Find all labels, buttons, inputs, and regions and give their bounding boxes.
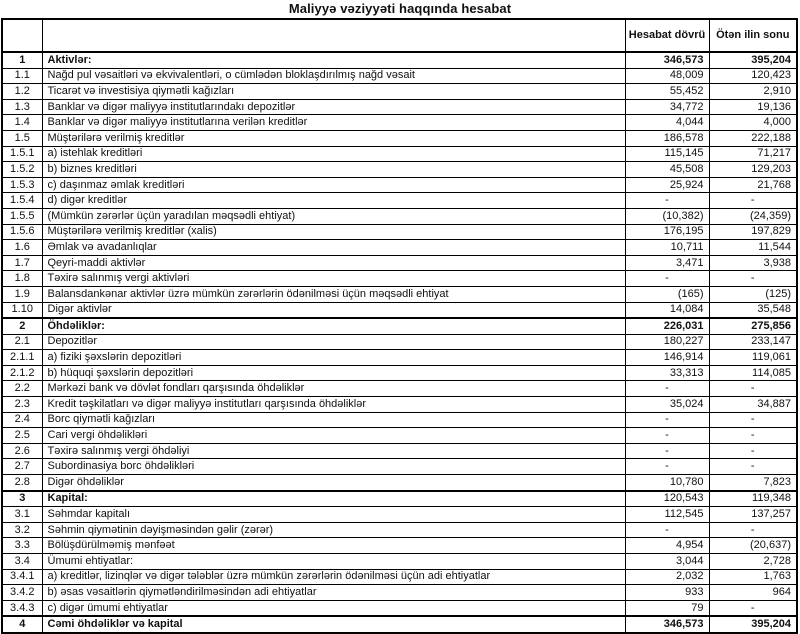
row-number: 2.1	[2, 334, 42, 350]
row-label: c) daşınmaz əmlak kreditləri	[42, 177, 625, 193]
row-previous-value: 275,856	[709, 318, 797, 334]
row-number: 2.4	[2, 412, 42, 428]
table-row	[2, 224, 797, 240]
row-current-value: 10,780	[625, 475, 709, 491]
row-previous-value: 222,188	[709, 130, 797, 146]
row-previous-value: 19,136	[709, 99, 797, 115]
row-current-value: 112,545	[625, 507, 709, 523]
row-number: 2.1.1	[2, 350, 42, 366]
row-label: Səhmin qiymətinin dəyişməsindən gəlir (zərər)	[42, 522, 625, 538]
row-number: 1.9	[2, 286, 42, 302]
row-previous-value: 21,768	[709, 177, 797, 193]
row-number: 2.2	[2, 381, 42, 397]
row-current-value: 933	[625, 585, 709, 601]
row-label: Balansdankənar aktivlər üzrə mümkün zərərlərin ödənilməsi üçün məqsədli ehtiyat	[42, 286, 625, 302]
row-label: a) istehlak kreditləri	[42, 146, 625, 162]
row-number: 2.1.2	[2, 365, 42, 381]
table-row	[2, 522, 797, 538]
row-current-value: -	[625, 459, 709, 475]
row-previous-value: 137,257	[709, 507, 797, 523]
table-row	[2, 68, 797, 84]
row-number: 3.3	[2, 538, 42, 554]
row-previous-value: 964	[709, 585, 797, 601]
header-current-period: Hesabat dövrü	[625, 19, 709, 52]
row-current-value: 226,031	[625, 318, 709, 334]
row-current-value: (10,382)	[625, 208, 709, 224]
row-current-value: -	[625, 443, 709, 459]
row-number: 1.4	[2, 115, 42, 131]
row-number: 3.4	[2, 554, 42, 570]
table-row	[2, 459, 797, 475]
row-label: Qeyri-maddi aktivlər	[42, 255, 625, 271]
table-row	[2, 99, 797, 115]
row-current-value: 55,452	[625, 84, 709, 100]
table-row	[2, 600, 797, 616]
row-previous-value: 233,147	[709, 334, 797, 350]
row-number: 1.2	[2, 84, 42, 100]
row-previous-value: 395,204	[709, 616, 797, 633]
header-description	[42, 19, 625, 52]
row-label: (Mümkün zərərlər üçün yaradılan məqsədli ehtiyat)	[42, 208, 625, 224]
row-previous-value: 120,423	[709, 68, 797, 84]
row-number: 1.5.2	[2, 162, 42, 178]
table-row	[2, 208, 797, 224]
row-previous-value: 114,085	[709, 365, 797, 381]
row-current-value: 3,471	[625, 255, 709, 271]
row-number: 1.5.5	[2, 208, 42, 224]
row-current-value: 48,009	[625, 68, 709, 84]
row-number: 2.8	[2, 475, 42, 491]
row-current-value: 120,543	[625, 491, 709, 507]
row-current-value: -	[625, 193, 709, 209]
row-label: Nağd pul vəsaitləri və ekvivalentləri, o cümlədən bloklaşdırılmış nağd vəsait	[42, 68, 625, 84]
row-number: 1.5	[2, 130, 42, 146]
row-current-value: 146,914	[625, 350, 709, 366]
row-label: Səhmdar kapitalı	[42, 507, 625, 523]
row-label: a) fiziki şəxslərin depozitləri	[42, 350, 625, 366]
row-label: Əmlak və avadanlıqlar	[42, 240, 625, 256]
row-previous-value: 11,544	[709, 240, 797, 256]
row-current-value: 346,573	[625, 616, 709, 633]
row-previous-value: -	[709, 193, 797, 209]
table-row	[2, 52, 797, 68]
table-row	[2, 84, 797, 100]
table-row	[2, 271, 797, 287]
row-label: Aktivlər:	[42, 52, 625, 68]
table-row	[2, 255, 797, 271]
row-current-value: 35,024	[625, 397, 709, 413]
row-current-value: 180,227	[625, 334, 709, 350]
row-number: 1.3	[2, 99, 42, 115]
row-number: 3	[2, 491, 42, 507]
row-label: Borc qiymətli kağızları	[42, 412, 625, 428]
row-label: Subordinasiya borc öhdəlikləri	[42, 459, 625, 475]
header-previous-period: Ötən ilin sonu	[709, 19, 797, 52]
row-current-value: 186,578	[625, 130, 709, 146]
row-previous-value: 71,217	[709, 146, 797, 162]
row-previous-value: 34,887	[709, 397, 797, 413]
row-number: 4	[2, 616, 42, 633]
table-row	[2, 475, 797, 491]
row-label: Bölüşdürülməmiş mənfəət	[42, 538, 625, 554]
row-label: Digər öhdəliklər	[42, 475, 625, 491]
row-current-value: 79	[625, 600, 709, 616]
row-number: 1.10	[2, 302, 42, 318]
table-row	[2, 381, 797, 397]
row-label: d) digər kreditlər	[42, 193, 625, 209]
table-row	[2, 162, 797, 178]
row-number: 2.5	[2, 428, 42, 444]
page-title: Maliyyə vəziyyəti haqqında hesabat	[288, 1, 512, 16]
row-number: 3.4.3	[2, 600, 42, 616]
row-previous-value: 119,061	[709, 350, 797, 366]
row-label: Ticarət və investisiya qiymətli kağızları	[42, 84, 625, 100]
table-body	[2, 52, 797, 633]
row-previous-value: -	[709, 381, 797, 397]
row-label: b) əsas vəsaitlərin qiymətləndirilməsindən adi ehtiyatlar	[42, 585, 625, 601]
table-header	[2, 19, 797, 52]
row-previous-value: 129,203	[709, 162, 797, 178]
row-label: Banklar və digər maliyyə institutlarındakı depozitlər	[42, 99, 625, 115]
row-current-value: 14,084	[625, 302, 709, 318]
row-label: Cəmi öhdəliklər və kapital	[42, 616, 625, 633]
row-previous-value: -	[709, 271, 797, 287]
row-number: 1.5.1	[2, 146, 42, 162]
row-previous-value: 1,763	[709, 569, 797, 585]
row-label: b) biznes kreditləri	[42, 162, 625, 178]
row-label: Müştərilərə verilmiş kreditlər	[42, 130, 625, 146]
row-current-value: 346,573	[625, 52, 709, 68]
row-current-value: 34,772	[625, 99, 709, 115]
table-row	[2, 412, 797, 428]
table-row	[2, 365, 797, 381]
row-current-value: 45,508	[625, 162, 709, 178]
row-previous-value: 35,548	[709, 302, 797, 318]
row-previous-value: 3,938	[709, 255, 797, 271]
table-row	[2, 569, 797, 585]
financial-statement-table	[1, 18, 798, 634]
row-current-value: 33,313	[625, 365, 709, 381]
table-row	[2, 130, 797, 146]
row-current-value: -	[625, 412, 709, 428]
row-previous-value: (24,359)	[709, 208, 797, 224]
row-label: Cari vergi öhdəlikləri	[42, 428, 625, 444]
row-previous-value: -	[709, 522, 797, 538]
row-current-value: -	[625, 522, 709, 538]
row-number: 2	[2, 318, 42, 334]
table-row	[2, 334, 797, 350]
row-number: 1.7	[2, 255, 42, 271]
row-number: 1.5.4	[2, 193, 42, 209]
row-label: Kapital:	[42, 491, 625, 507]
row-number: 3.4.2	[2, 585, 42, 601]
row-current-value: 10,711	[625, 240, 709, 256]
row-current-value: 25,924	[625, 177, 709, 193]
row-label: Təxirə salınmış vergi öhdəliyi	[42, 443, 625, 459]
row-previous-value: -	[709, 428, 797, 444]
row-number: 1.5.6	[2, 224, 42, 240]
row-number: 3.1	[2, 507, 42, 523]
row-label: Depozitlər	[42, 334, 625, 350]
row-previous-value: (125)	[709, 286, 797, 302]
table-row	[2, 554, 797, 570]
row-current-value: 4,954	[625, 538, 709, 554]
row-previous-value: -	[709, 412, 797, 428]
row-label: b) hüquqi şəxslərin depozitləri	[42, 365, 625, 381]
row-previous-value: (20,637)	[709, 538, 797, 554]
row-number: 2.7	[2, 459, 42, 475]
row-previous-value: 2,910	[709, 84, 797, 100]
table-row	[2, 538, 797, 554]
row-current-value: -	[625, 271, 709, 287]
row-current-value: (165)	[625, 286, 709, 302]
row-number: 1.5.3	[2, 177, 42, 193]
row-number: 1.6	[2, 240, 42, 256]
row-current-value: 2,032	[625, 569, 709, 585]
row-current-value: -	[625, 381, 709, 397]
table-row	[2, 318, 797, 334]
row-label: Təxirə salınmış vergi aktivləri	[42, 271, 625, 287]
row-current-value: 3,044	[625, 554, 709, 570]
row-number: 1.1	[2, 68, 42, 84]
row-previous-value: 119,348	[709, 491, 797, 507]
table-row	[2, 443, 797, 459]
row-previous-value: 7,823	[709, 475, 797, 491]
row-previous-value: 2,728	[709, 554, 797, 570]
table-row	[2, 397, 797, 413]
table-row	[2, 491, 797, 507]
table-row	[2, 240, 797, 256]
row-number: 3.2	[2, 522, 42, 538]
row-previous-value: 197,829	[709, 224, 797, 240]
row-previous-value: 395,204	[709, 52, 797, 68]
row-previous-value: -	[709, 600, 797, 616]
row-number: 1	[2, 52, 42, 68]
header-row	[2, 19, 797, 52]
row-label: Mərkəzi bank və dövlət fondları qarşısında öhdəliklər	[42, 381, 625, 397]
row-number: 1.8	[2, 271, 42, 287]
table-row	[2, 177, 797, 193]
table-row	[2, 428, 797, 444]
table-row	[2, 616, 797, 633]
table-row	[2, 286, 797, 302]
row-label: Kredit təşkilatları və digər maliyyə institutları qarşısında öhdəliklər	[42, 397, 625, 413]
row-current-value: 115,145	[625, 146, 709, 162]
table-row	[2, 146, 797, 162]
row-previous-value: -	[709, 459, 797, 475]
row-number: 3.4.1	[2, 569, 42, 585]
table-row	[2, 507, 797, 523]
row-current-value: 4,044	[625, 115, 709, 131]
row-label: Ümumi ehtiyatlar:	[42, 554, 625, 570]
table-row	[2, 585, 797, 601]
table-row	[2, 350, 797, 366]
row-number: 2.3	[2, 397, 42, 413]
row-label: c) digər ümumi ehtiyatlar	[42, 600, 625, 616]
row-label: Digər aktivlər	[42, 302, 625, 318]
row-label: Öhdəliklər:	[42, 318, 625, 334]
header-row-number	[2, 19, 42, 52]
table-row	[2, 193, 797, 209]
row-label: Müştərilərə verilmiş kreditlər (xalis)	[42, 224, 625, 240]
row-current-value: 176,195	[625, 224, 709, 240]
row-previous-value: 4,000	[709, 115, 797, 131]
row-number: 2.6	[2, 443, 42, 459]
row-current-value: -	[625, 428, 709, 444]
row-label: Banklar və digər maliyyə institutlarına verilən kreditlər	[42, 115, 625, 131]
row-previous-value: -	[709, 443, 797, 459]
table-row	[2, 302, 797, 318]
row-label: a) kreditlər, lizinqlər və digər tələblər üzrə mümkün zərərlərin ödənilməsi üçün adi ehtiyatlar	[42, 569, 625, 585]
table-row	[2, 115, 797, 131]
